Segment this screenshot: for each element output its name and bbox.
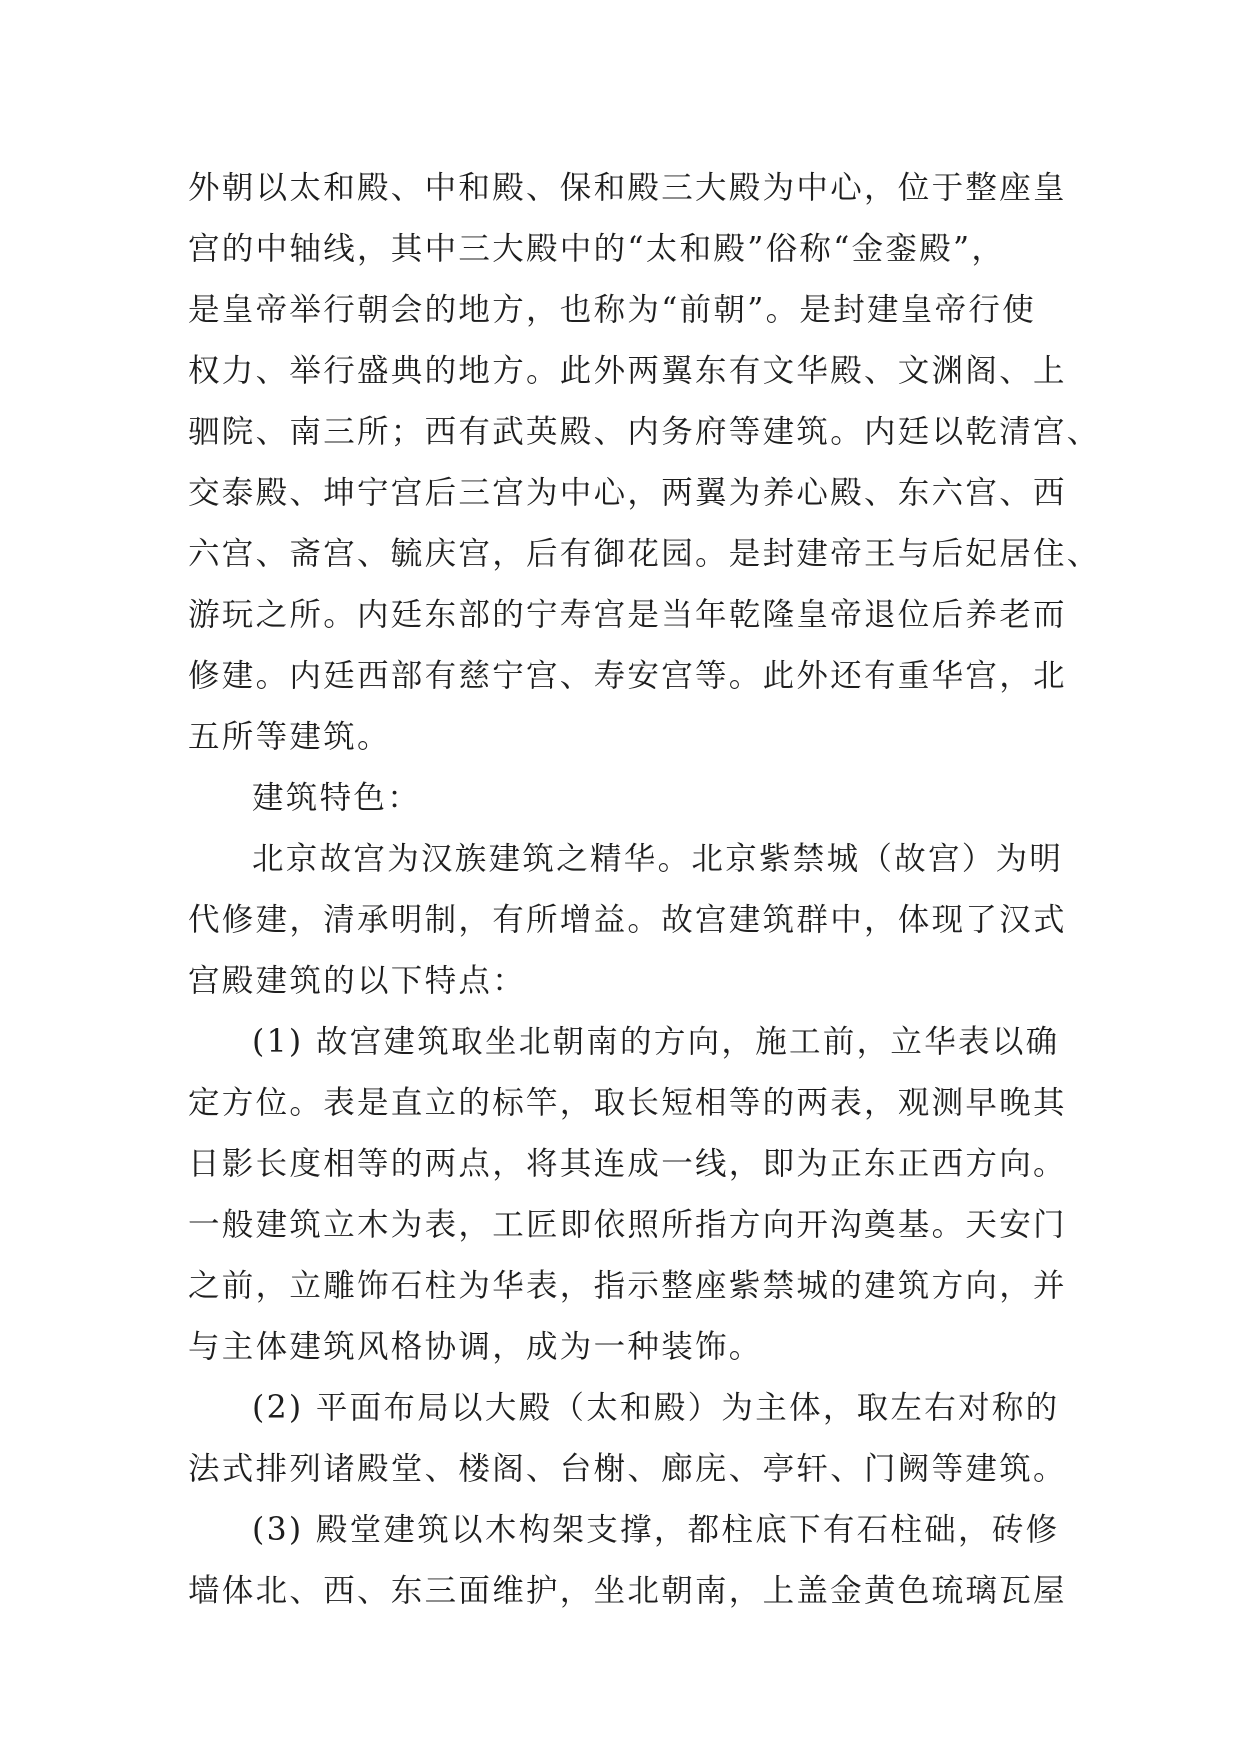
text-line: 外朝以太和殿、中和殿、保和殿三大殿为中心，位于整座皇 — [188, 170, 1067, 206]
text-line: (2) 平面布局以大殿（太和殿）为主体，取左右对称的 — [252, 1390, 1060, 1426]
text-line: 墙体北、西、东三面维护，坐北朝南，上盖金黄色琉璃瓦屋 — [188, 1573, 1067, 1609]
text-line: 建筑特色： — [252, 780, 422, 816]
text-line: 法式排列诸殿堂、楼阁、台榭、廊庑、亭轩、门阙等建筑。 — [188, 1451, 1067, 1487]
text-line: 一般建筑立木为表，工匠即依照所指方向开沟奠基。天安门 — [188, 1207, 1067, 1243]
text-line: 与主体建筑风格协调，成为一种装饰。 — [188, 1329, 763, 1365]
text-line: 定方位。表是直立的标竿，取长短相等的两表，观测早晚其 — [188, 1085, 1067, 1121]
text-line: 是皇帝举行朝会的地方，也称为“前朝”。是封建皇帝行使 — [188, 292, 1037, 328]
text-line: 驷院、南三所；西有武英殿、内务府等建筑。内廷以乾清宫、 — [188, 414, 1101, 450]
text-line: 宫的中轴线，其中三大殿中的“太和殿”俗称“金銮殿”， — [188, 231, 1006, 267]
text-line: 宫殿建筑的以下特点： — [188, 963, 527, 999]
text-line: 之前，立雕饰石柱为华表，指示整座紫禁城的建筑方向，并 — [188, 1268, 1067, 1304]
document-body — [188, 158, 1101, 1622]
text-line: 日影长度相等的两点，将其连成一线，即为正东正西方向。 — [188, 1146, 1067, 1182]
text-line: 修建。内廷西部有慈宁宫、寿安宫等。此外还有重华宫，北 — [188, 658, 1067, 694]
text-line: 代修建，清承明制，有所增益。故宫建筑群中，体现了汉式 — [188, 902, 1067, 938]
text-line: (1) 故宫建筑取坐北朝南的方向，施工前，立华表以确 — [252, 1024, 1060, 1060]
text-line: 游玩之所。内廷东部的宁寿宫是当年乾隆皇帝退位后养老而 — [188, 597, 1067, 633]
text-line: 六宫、斋宫、毓庆宫，后有御花园。是封建帝王与后妃居住、 — [188, 536, 1101, 572]
text-line: (3) 殿堂建筑以木构架支撑，都柱底下有石柱础，砖修 — [252, 1512, 1060, 1548]
text-line: 权力、举行盛典的地方。此外两翼东有文华殿、文渊阁、上 — [188, 353, 1067, 389]
text-line: 北京故宫为汉族建筑之精华。北京紫禁城（故宫）为明 — [252, 841, 1064, 877]
text-line: 五所等建筑。 — [188, 719, 391, 755]
text-line: 交泰殿、坤宁宫后三宫为中心，两翼为养心殿、东六宫、西 — [188, 475, 1067, 511]
